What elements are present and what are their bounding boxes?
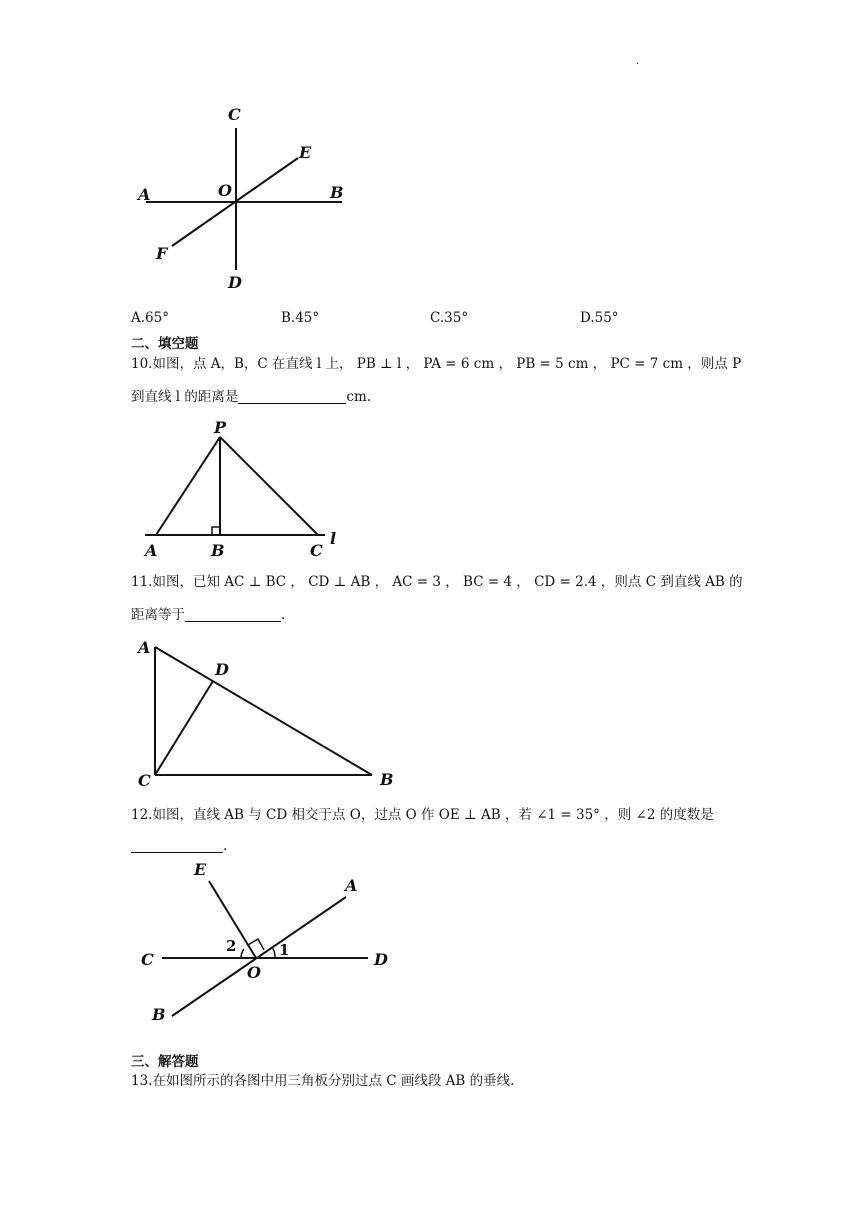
question-10-line1: 10.如图，点 A，B，C 在直线 l 上， PB ⊥ l ， PA = 6 cm ， PB = 5 cm ， PC = 7 cm ，则点 P <box>131 356 742 372</box>
option-d: D.55° <box>580 310 619 326</box>
question-11-line1: 11.如图，已知 AC ⊥ BC ， CD ⊥ AB ， AC = 3 ， BC = 4 ， CD = 2.4 ，则点 C 到直线 AB 的 <box>131 574 743 590</box>
label-c: C <box>310 541 323 560</box>
label-c: C <box>141 950 154 969</box>
label-d: D <box>374 950 388 969</box>
line-ab <box>172 897 346 1016</box>
angle-1-arc <box>272 947 275 958</box>
label-b: B <box>330 183 344 202</box>
label-b: B <box>152 1005 166 1024</box>
label-b: B <box>380 770 394 789</box>
label-e: E <box>194 860 207 879</box>
label-angle-2: 2 <box>226 937 237 955</box>
label-a: A <box>138 185 151 204</box>
label-a: A <box>145 541 158 560</box>
label-a: A <box>138 638 151 657</box>
option-a: A.65° <box>131 310 169 326</box>
label-a: A <box>345 876 358 895</box>
section-title-fill-in: 二、填空题 <box>131 336 199 352</box>
label-c: C <box>138 771 151 790</box>
question-10-suffix: cm. <box>346 389 372 405</box>
question-12-line1: 12.如图，直线 AB 与 CD 相交于点 O，过点 O 作 OE ⊥ AB ，若 ∠1 = 35° ，则 ∠2 的度数是 <box>131 807 714 823</box>
label-d: D <box>228 273 242 292</box>
section-title-answer: 三、解答题 <box>131 1054 199 1070</box>
label-d: D <box>215 660 229 679</box>
question-11-prefix: 距离等于 <box>131 607 185 623</box>
header-dot: · <box>636 59 640 70</box>
question-13: 13.在如图所示的各图中用三角板分别过点 C 画线段 AB 的垂线. <box>131 1073 515 1089</box>
label-o: O <box>218 181 232 200</box>
label-o: O <box>247 963 261 982</box>
question-12-suffix: . <box>223 838 228 854</box>
label-p: P <box>214 418 227 437</box>
label-b: B <box>211 541 225 560</box>
label-l: l <box>330 529 337 548</box>
label-c: C <box>228 105 241 124</box>
label-f: F <box>156 244 168 263</box>
label-e: E <box>299 143 312 162</box>
label-angle-1: 1 <box>279 941 290 959</box>
option-c: C.35° <box>430 310 469 326</box>
option-b: B.45° <box>281 310 320 326</box>
angle-2-arc <box>241 949 244 958</box>
question-10-prefix: 到直线 l 的距离是 <box>131 389 239 405</box>
question-11-suffix: . <box>281 607 286 623</box>
